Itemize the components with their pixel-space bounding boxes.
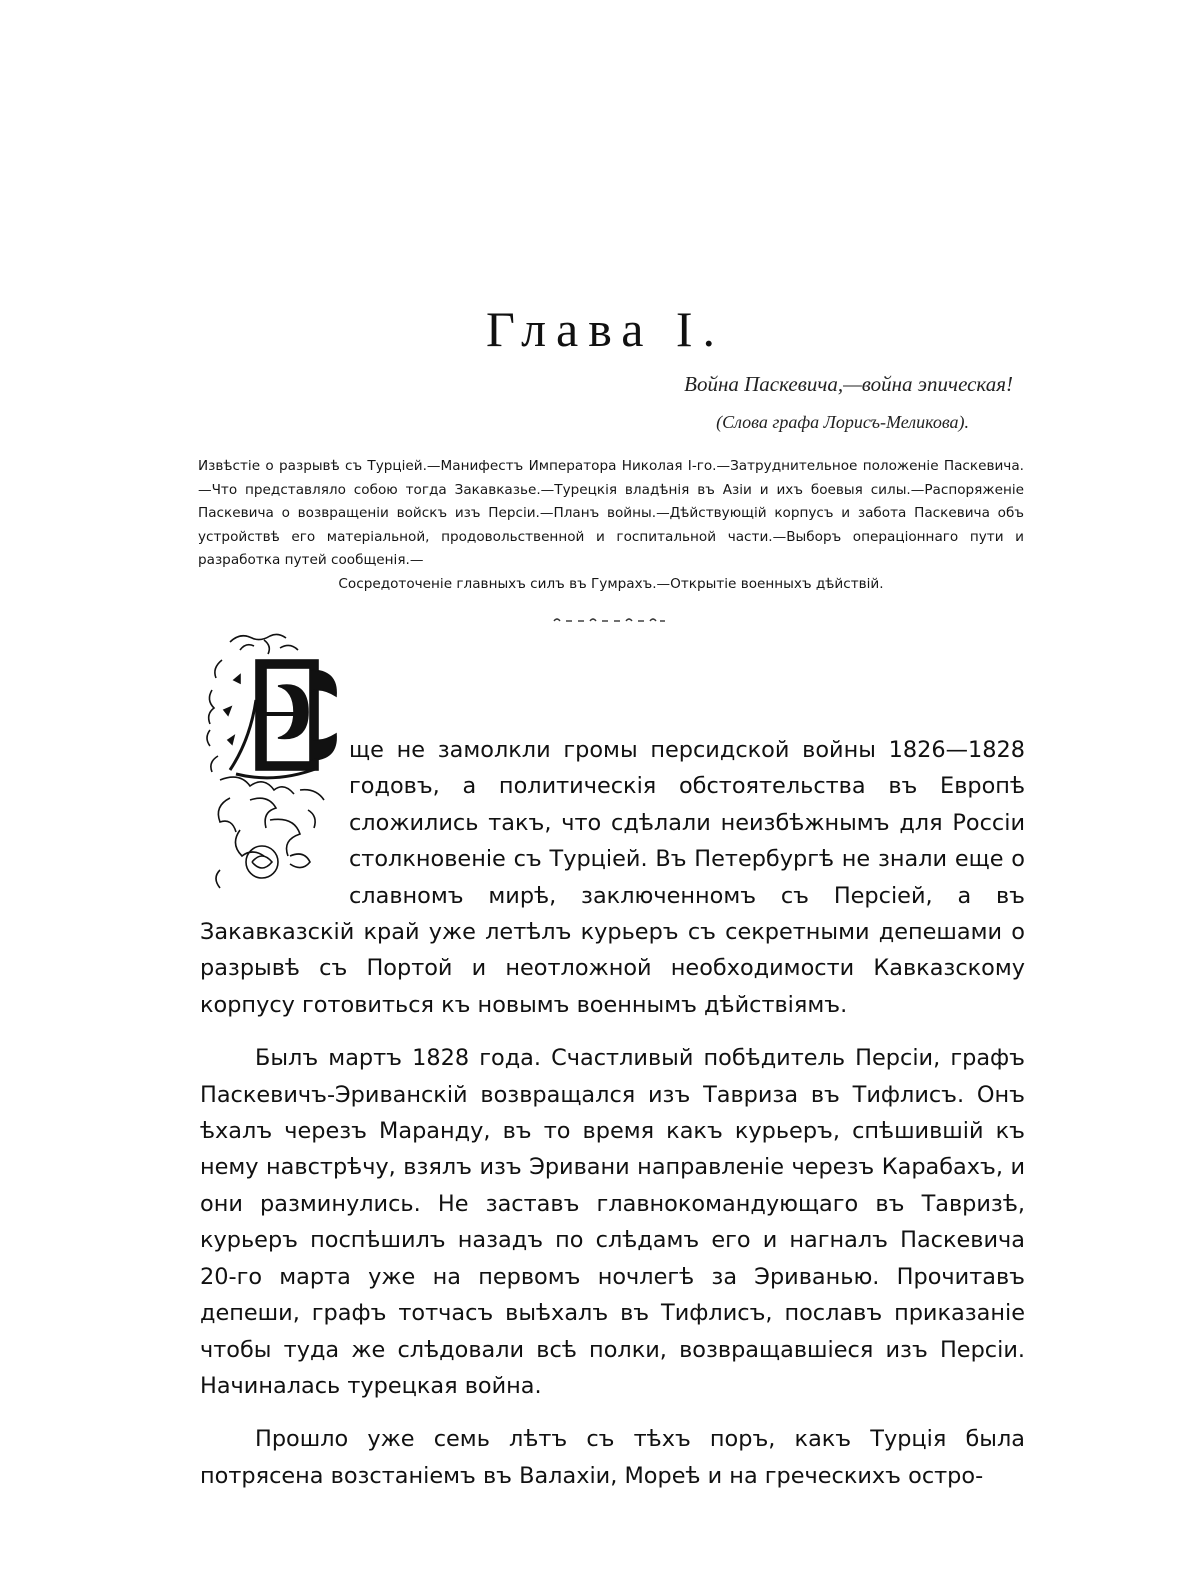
ornamental-initial-icon: [200, 630, 343, 894]
chapter-summary-last-line: Сосредоточеніе главныхъ силъ въ Гумрахъ.—Открытіе военныхъ дѣйствій.: [338, 575, 884, 592]
epigraph: Война Паскевича,—война эпическая!: [684, 372, 1013, 396]
chapter-summary-text: Извѣстіе о разрывѣ съ Турціей.—Манифестъ Императора Николая I-го.—Затруднительное положеніе Паскевича.—Что представляло собою тогда Закавказье.—Турецкія владѣнія въ Азіи и ихъ боевыя силы.—Распоряженіе Паскевича о возвращеніи войскъ изъ Персіи.—Планъ войны.—Дѣйствующій корпусъ и забота Паскевича объ устройствѣ его матеріальной, продовольственной и госпитальной части.—Выборъ операціоннаго пути и разработка путей сообщенія.—: [198, 458, 1024, 568]
divider-ornament-icon: [552, 616, 667, 624]
chapter-summary: [198, 455, 1024, 596]
paragraph-1: [200, 732, 1025, 1023]
paragraph-3: Прошло уже семь лѣтъ съ тѣхъ поръ, какъ Турція была потрясена возстаніемъ въ Валахіи, Мореѣ и на греческихъ остро-: [200, 1426, 1025, 1489]
epigraph-source: (Слова графа Лорисъ-Меликова).: [716, 412, 969, 432]
paragraph-1-text: ще не замолкли громы персидской войны 1826—1828 годовъ, а политическія обстоятельства въ Европѣ сложились такъ, что сдѣлали неизбѣжнымъ для Россіи столкновеніе съ Турціей. Въ Петербургѣ не знали еще о славномъ мирѣ, заключенномъ съ Персіей, а въ Закавказскій край уже летѣлъ курьеръ съ секретными депешами о разрывѣ съ Портой и неотложной необходимости Кавказскому корпусу готовиться къ новымъ военнымъ дѣйствіямъ.: [200, 737, 1025, 1018]
chapter-body: [200, 732, 1025, 1494]
paragraph-2: Былъ мартъ 1828 года. Счастливый побѣдитель Персіи, графъ Паскевичъ-Эриванскій возвращался изъ Тавриза въ Тифлисъ. Онъ ѣхалъ черезъ Маранду, въ то время какъ курьеръ, спѣшившій къ нему навстрѣчу, взялъ изъ Эривани направленіе черезъ Карабахъ, и они разминулись. Не заставъ главнокомандующаго въ Тавризѣ, курьеръ поспѣшилъ назадъ по слѣдамъ его и нагналъ Паскевича 20-го марта уже на первомъ ночлегѣ за Эриванью. Прочитавъ депеши, графъ тотчасъ выѣхалъ въ Тифлисъ, пославъ приказаніе чтобы туда же слѣдовали всѣ полки, возвращавшіеся изъ Персіи. Начиналась турецкая война.: [200, 1045, 1025, 1399]
chapter-title: Глава I.: [485, 301, 726, 357]
